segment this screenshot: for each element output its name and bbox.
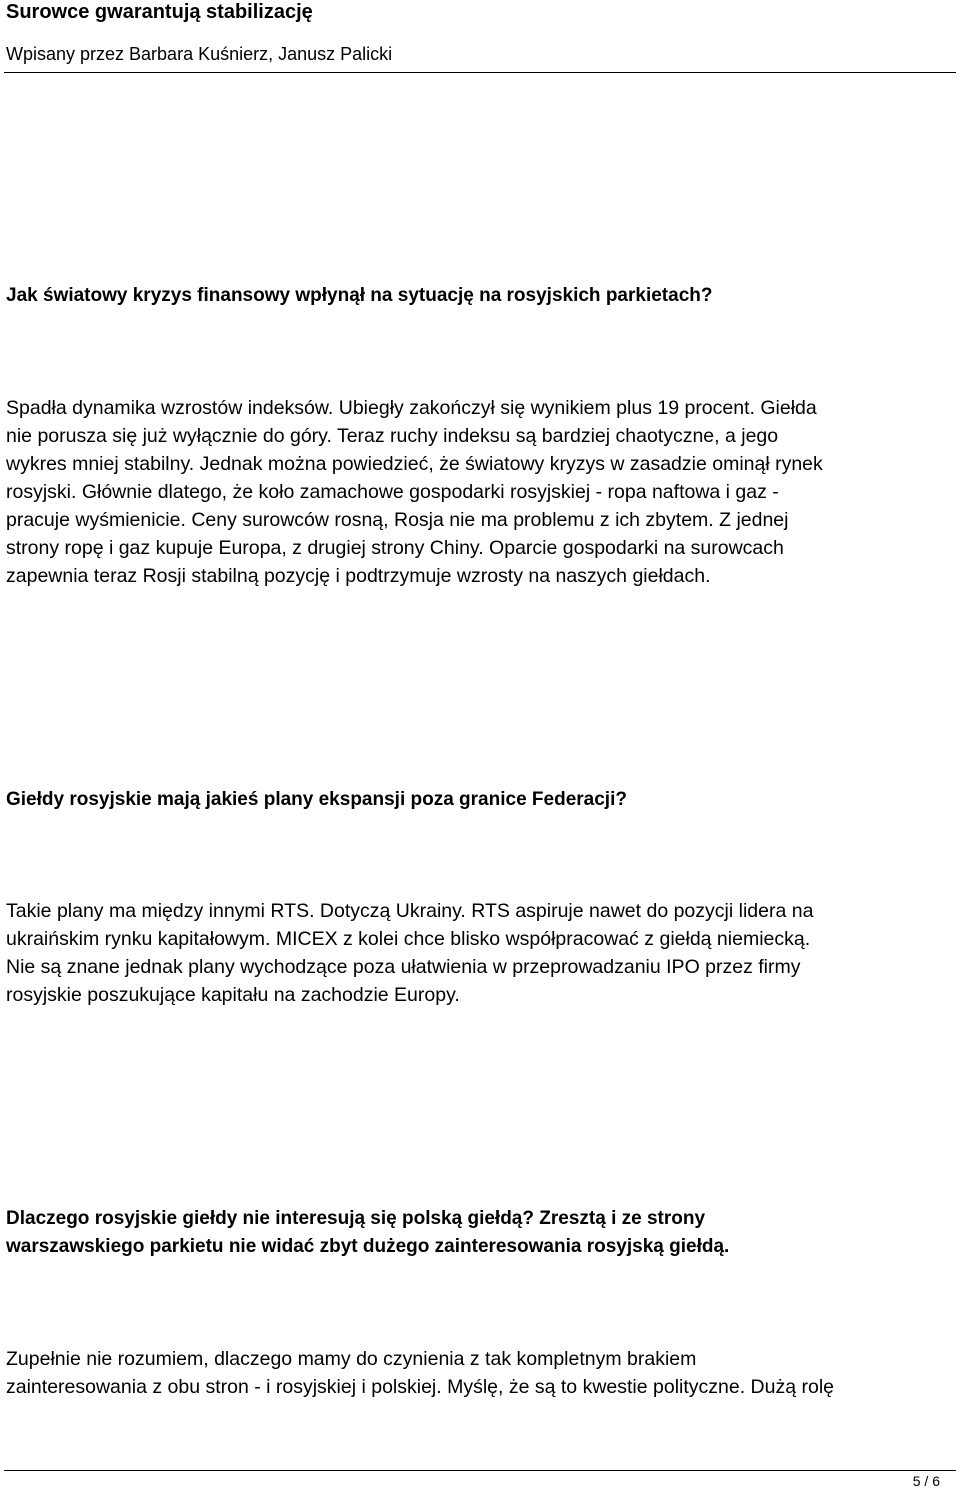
answer-line: zapewnia teraz Rosji stabilną pozycję i podtrzymuje wzrosty na naszych giełdach. bbox=[6, 565, 711, 587]
answer-line: rosyjskie poszukujące kapitału na zachodzie Europy. bbox=[6, 984, 460, 1006]
answer-line: wykres mniej stabilny. Jednak można powiedzieć, że światowy kryzys w zasadzie ominął rynek bbox=[6, 453, 823, 475]
answer-line: zainteresowania z obu stron - i rosyjskiej i polskiej. Myślę, że są to kwestie polityczne. Dużą rolę bbox=[6, 1376, 835, 1398]
question-3 bbox=[6, 1205, 956, 1261]
document-title: Surowce gwarantują stabilizację bbox=[6, 1, 313, 23]
answer-1 bbox=[6, 394, 956, 590]
question-line: warszawskiego parkietu nie widać zbyt dużego zainteresowania rosyjską giełdą. bbox=[6, 1236, 730, 1257]
question-line: Dlaczego rosyjskie giełdy nie interesują się polską giełdą? Zresztą i ze strony bbox=[6, 1208, 706, 1229]
document-authors: Wpisany przez Barbara Kuśnierz, Janusz Palicki bbox=[6, 44, 393, 64]
question-2 bbox=[6, 786, 956, 814]
answer-line: Zupełnie nie rozumiem, dlaczego mamy do czynienia z tak kompletnym brakiem bbox=[6, 1348, 697, 1370]
answer-line: nie porusza się już wyłącznie do góry. Teraz ruchy indeksu są bardziej chaotyczne, a jego bbox=[6, 425, 779, 447]
answer-2 bbox=[6, 897, 956, 1009]
question-1 bbox=[6, 282, 956, 310]
question-line: Giełdy rosyjskie mają jakieś plany ekspansji poza granice Federacji? bbox=[6, 789, 627, 810]
answer-line: rosyjski. Głównie dlatego, że koło zamachowe gospodarki rosyjskiej - ropa naftowa i gaz - bbox=[6, 481, 779, 503]
answer-line: Nie są znane jednak plany wychodzące poza ułatwienia w przeprowadzaniu IPO przez firmy bbox=[6, 956, 801, 978]
answer-line: strony ropę i gaz kupuje Europa, z drugiej strony Chiny. Oparcie gospodarki na surowcach bbox=[6, 537, 784, 559]
answer-3 bbox=[6, 1345, 956, 1401]
answer-line: Spadła dynamika wzrostów indeksów. Ubiegły zakończył się wynikiem plus 19 procent. Giełda bbox=[6, 397, 817, 419]
header-rule bbox=[4, 72, 956, 73]
answer-line: Takie plany ma między innymi RTS. Dotyczą Ukrainy. RTS aspiruje nawet do pozycji lidera na bbox=[6, 900, 814, 922]
page-number: 5 / 6 bbox=[912, 1473, 940, 1489]
answer-line: ukraińskim rynku kapitałowym. MICEX z kolei chce blisko współpracować z giełdą niemiecką. bbox=[6, 928, 811, 950]
footer-rule bbox=[4, 1470, 956, 1471]
answer-line: pracuje wyśmienicie. Ceny surowców rosną, Rosja nie ma problemu z ich zbytem. Z jednej bbox=[6, 509, 789, 531]
question-line: Jak światowy kryzys finansowy wpłynął na sytuację na rosyjskich parkietach? bbox=[6, 285, 713, 306]
